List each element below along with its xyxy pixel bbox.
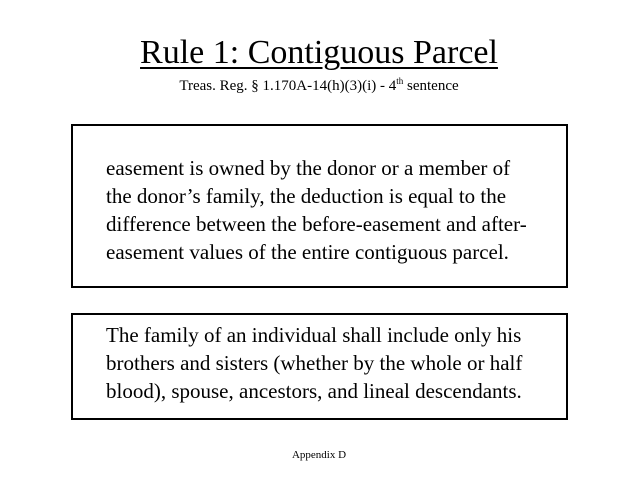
easement-deduction-text [106, 154, 562, 266]
appendix-footer: Appendix D [291, 449, 347, 461]
regulation-citation [0, 77, 638, 95]
text-line: The family of an individual shall include only his [106, 323, 522, 347]
slide-title-text: Rule 1: Contiguous Parcel [140, 34, 498, 71]
text-line: difference between the before-easement and after- [106, 212, 527, 236]
citation-main: Treas. Reg. § 1.170A-14(h)(3)(i) - 4 [179, 78, 397, 94]
text-line: easement values of the entire contiguous parcel. [106, 240, 509, 264]
text-line: the donor’s family, the deduction is equal to the [106, 184, 507, 208]
text-line: brothers and sisters (whether by the whole or half [106, 351, 523, 375]
text-line: blood), spouse, ancestors, and lineal descendants. [106, 379, 522, 403]
family-definition-text-box [71, 313, 568, 420]
text-line: easement is owned by the donor or a member of [106, 156, 511, 180]
easement-deduction-text-box [71, 124, 568, 288]
citation-tail: sentence [403, 78, 459, 94]
family-definition-text [106, 321, 562, 405]
citation-ordinal-suffix: th [396, 76, 404, 86]
slide-title [0, 33, 638, 73]
